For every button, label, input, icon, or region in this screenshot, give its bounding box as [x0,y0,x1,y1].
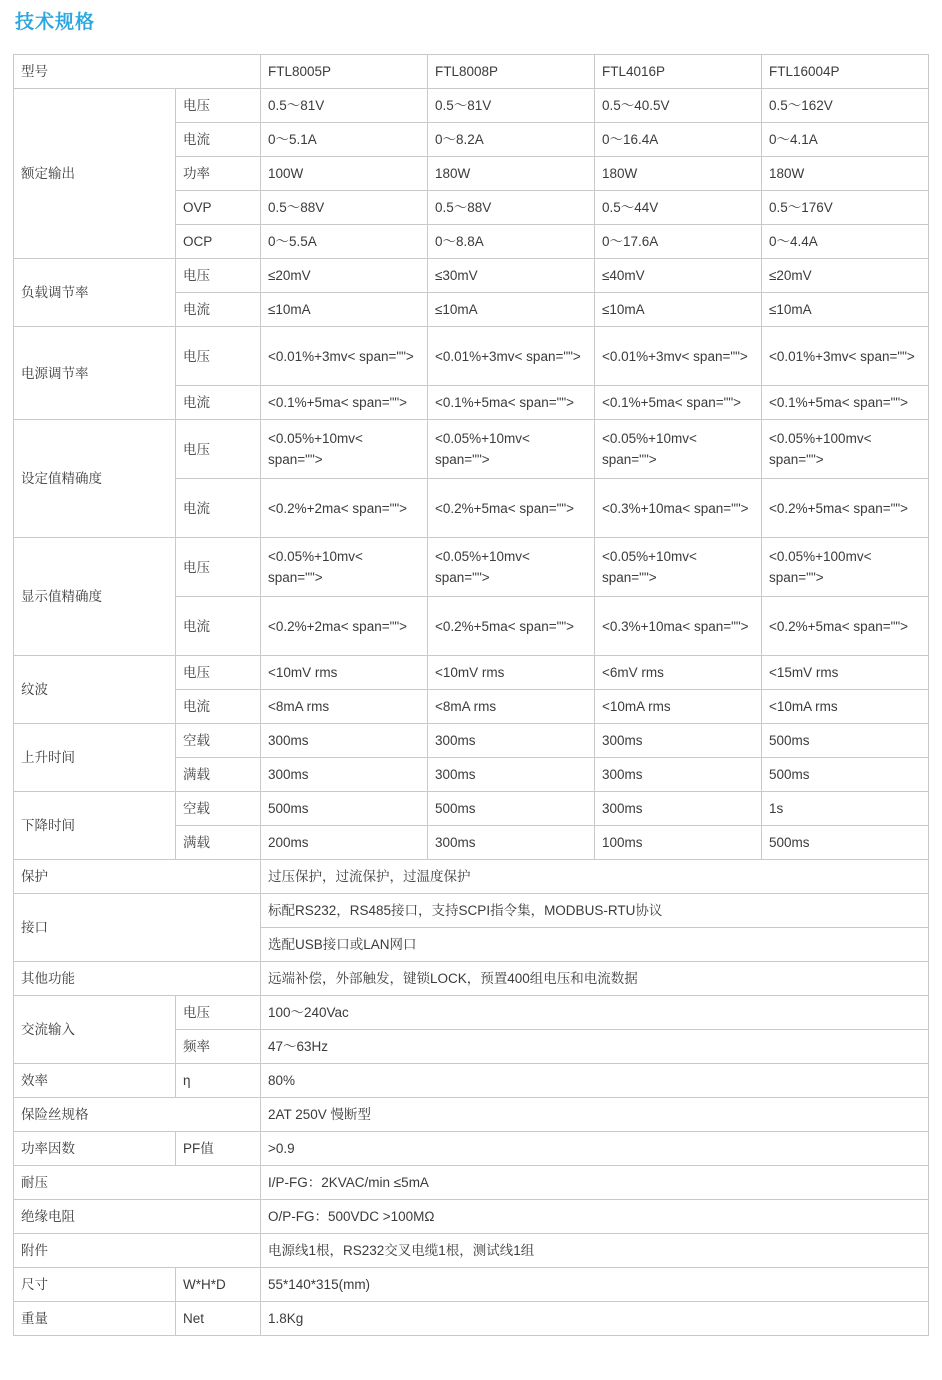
cell: 500ms [762,724,929,758]
row-label-weight: 重量 [14,1302,176,1336]
cell: ≤10mA [762,293,929,327]
cell: 300ms [595,792,762,826]
group-label-ripple: 纹波 [14,656,176,724]
group-label-setting-accuracy: 设定值精确度 [14,420,176,538]
cell-fuse: 2AT 250V 慢断型 [261,1098,929,1132]
table-row-interface [14,894,929,928]
cell: 0～17.6A [595,225,762,259]
cell: <0.2%+2ma< span=""> [261,597,428,656]
sub-label: 电压 [176,89,261,123]
table-row [14,420,929,479]
cell: <0.05%+10mv< span=""> [428,538,595,597]
group-label-display-accuracy: 显示值精确度 [14,538,176,656]
table-row [14,89,929,123]
cell: <0.2%+5ma< span=""> [762,479,929,538]
cell: ≤10mA [428,293,595,327]
cell: <0.05%+10mv< span=""> [261,538,428,597]
cell: ≤20mV [762,259,929,293]
cell-withstand-voltage: I/P-FG：2KVAC/min ≤5mA [261,1166,929,1200]
cell: <0.2%+5ma< span=""> [428,597,595,656]
cell: 0～16.4A [595,123,762,157]
cell: <0.2%+5ma< span=""> [428,479,595,538]
cell: 300ms [261,758,428,792]
cell: 0～5.5A [261,225,428,259]
sub-label: OCP [176,225,261,259]
cell: 1s [762,792,929,826]
sub-label: 电流 [176,597,261,656]
table-row-weight [14,1302,929,1336]
sub-label: 电流 [176,293,261,327]
table-row-efficiency [14,1064,929,1098]
cell: 180W [595,157,762,191]
model-cell-1: FTL8005P [261,55,428,89]
row-label-protection: 保护 [14,860,261,894]
cell-other-functions: 远端补偿，外部触发，键锁LOCK，预置400组电压和电流数据 [261,962,929,996]
cell: <0.1%+5ma< span=""> [261,386,428,420]
sub-label: 电压 [176,656,261,690]
model-cell-2: FTL8008P [428,55,595,89]
row-label-fuse: 保险丝规格 [14,1098,261,1132]
cell-dimensions: 55*140*315(mm) [261,1268,929,1302]
cell: 0～8.8A [428,225,595,259]
cell-interface-line2: 选配USB接口或LAN网口 [261,928,929,962]
cell: <0.05%+100mv< span=""> [762,420,929,479]
sub-label: 电流 [176,123,261,157]
cell: 500ms [762,826,929,860]
sub-label: 电压 [176,996,261,1030]
table-row-withstand-voltage [14,1166,929,1200]
cell: <0.01%+3mv< span=""> [762,327,929,386]
sub-label-net: Net [176,1302,261,1336]
sub-label: 电压 [176,259,261,293]
cell: 0.5～88V [428,191,595,225]
cell-weight: 1.8Kg [261,1302,929,1336]
row-label-insulation: 绝缘电阻 [14,1200,261,1234]
cell: 0.5～88V [261,191,428,225]
cell: 100ms [595,826,762,860]
cell-accessories: 电源线1根，RS232交叉电缆1根，测试线1组 [261,1234,929,1268]
sub-label-eta: η [176,1064,261,1098]
cell: 300ms [428,724,595,758]
cell: 300ms [595,724,762,758]
cell: <0.05%+10mv< span=""> [261,420,428,479]
cell: ≤30mV [428,259,595,293]
cell: <15mV rms [762,656,929,690]
sub-label: 频率 [176,1030,261,1064]
cell-insulation: O/P-FG：500VDC >100MΩ [261,1200,929,1234]
cell: 0～5.1A [261,123,428,157]
cell: ≤10mA [595,293,762,327]
sub-label-whd: W*H*D [176,1268,261,1302]
row-label-other-functions: 其他功能 [14,962,261,996]
cell: ≤20mV [261,259,428,293]
cell: <0.2%+2ma< span=""> [261,479,428,538]
table-row-model [14,55,929,89]
cell: <0.01%+3mv< span=""> [428,327,595,386]
cell: <0.01%+3mv< span=""> [261,327,428,386]
cell: 0.5～162V [762,89,929,123]
cell: 0.5～176V [762,191,929,225]
sub-label: 空载 [176,724,261,758]
row-label-efficiency: 效率 [14,1064,176,1098]
cell: 500ms [762,758,929,792]
spec-page [0,9,942,1380]
sub-label: 电压 [176,420,261,479]
page-title: 技术规格 [15,12,96,33]
cell: 0.5～81V [428,89,595,123]
cell: 180W [428,157,595,191]
model-cell-3: FTL4016P [595,55,762,89]
cell: 0～8.2A [428,123,595,157]
cell: 300ms [428,826,595,860]
cell: <0.05%+10mv< span=""> [428,420,595,479]
table-row [14,656,929,690]
table-row-power-factor [14,1132,929,1166]
cell: 200ms [261,826,428,860]
cell: 500ms [261,792,428,826]
table-row-protection [14,860,929,894]
cell: <0.1%+5ma< span=""> [428,386,595,420]
cell: <0.2%+5ma< span=""> [762,597,929,656]
sub-label: 电压 [176,538,261,597]
row-label-withstand-voltage: 耐压 [14,1166,261,1200]
table-row-accessories [14,1234,929,1268]
row-label-accessories: 附件 [14,1234,261,1268]
table-row [14,724,929,758]
cell: ≤40mV [595,259,762,293]
sub-label: 满载 [176,826,261,860]
sub-label: 电流 [176,690,261,724]
cell: <10mV rms [261,656,428,690]
cell-ac-voltage: 100～240Vac [261,996,929,1030]
row-label-dimensions: 尺寸 [14,1268,176,1302]
row-label-power-factor: 功率因数 [14,1132,176,1166]
row-label-interface: 接口 [14,894,261,962]
sub-label-pf: PF值 [176,1132,261,1166]
cell: 180W [762,157,929,191]
cell: <0.05%+100mv< span=""> [762,538,929,597]
group-label-rated-output: 额定输出 [14,89,176,259]
cell: 0～4.4A [762,225,929,259]
cell: <10mV rms [428,656,595,690]
cell: <6mV rms [595,656,762,690]
cell: 300ms [428,758,595,792]
cell: <8mA rms [261,690,428,724]
cell: 0.5～40.5V [595,89,762,123]
cell: <0.05%+10mv< span=""> [595,538,762,597]
sub-label: OVP [176,191,261,225]
sub-label: 功率 [176,157,261,191]
table-row-insulation [14,1200,929,1234]
table-row-other-functions [14,962,929,996]
sub-label: 满载 [176,758,261,792]
cell: 300ms [261,724,428,758]
cell: 0～4.1A [762,123,929,157]
cell: ≤10mA [261,293,428,327]
table-row [14,259,929,293]
cell: <0.01%+3mv< span=""> [595,327,762,386]
group-label-load-regulation: 负载调节率 [14,259,176,327]
cell: <0.3%+10ma< span=""> [595,479,762,538]
cell: 100W [261,157,428,191]
sub-label: 电压 [176,327,261,386]
cell-interface-line1: 标配RS232，RS485接口，支持SCPI指令集，MODBUS-RTU协议 [261,894,929,928]
sub-label: 电流 [176,386,261,420]
cell: <0.3%+10ma< span=""> [595,597,762,656]
row-label-model: 型号 [14,55,261,89]
group-label-rise-time: 上升时间 [14,724,176,792]
cell-ac-frequency: 47～63Hz [261,1030,929,1064]
cell: <8mA rms [428,690,595,724]
sub-label: 空载 [176,792,261,826]
sub-label: 电流 [176,479,261,538]
model-cell-4: FTL16004P [762,55,929,89]
cell: <0.1%+5ma< span=""> [762,386,929,420]
group-label-fall-time: 下降时间 [14,792,176,860]
group-label-line-regulation: 电源调节率 [14,327,176,420]
row-label-ac-input: 交流输入 [14,996,176,1064]
technical-specification-table [13,54,929,1336]
cell-power-factor: >0.9 [261,1132,929,1166]
cell: <10mA rms [762,690,929,724]
cell-efficiency: 80% [261,1064,929,1098]
table-row-dimensions [14,1268,929,1302]
table-row [14,792,929,826]
cell-protection: 过压保护，过流保护，过温度保护 [261,860,929,894]
table-row [14,538,929,597]
cell: <0.05%+10mv< span=""> [595,420,762,479]
cell: 300ms [595,758,762,792]
cell: <10mA rms [595,690,762,724]
cell: 0.5～81V [261,89,428,123]
cell: 0.5～44V [595,191,762,225]
cell: <0.1%+5ma< span=""> [595,386,762,420]
table-row-ac-input [14,996,929,1030]
cell: 500ms [428,792,595,826]
table-row [14,327,929,386]
table-row-fuse [14,1098,929,1132]
